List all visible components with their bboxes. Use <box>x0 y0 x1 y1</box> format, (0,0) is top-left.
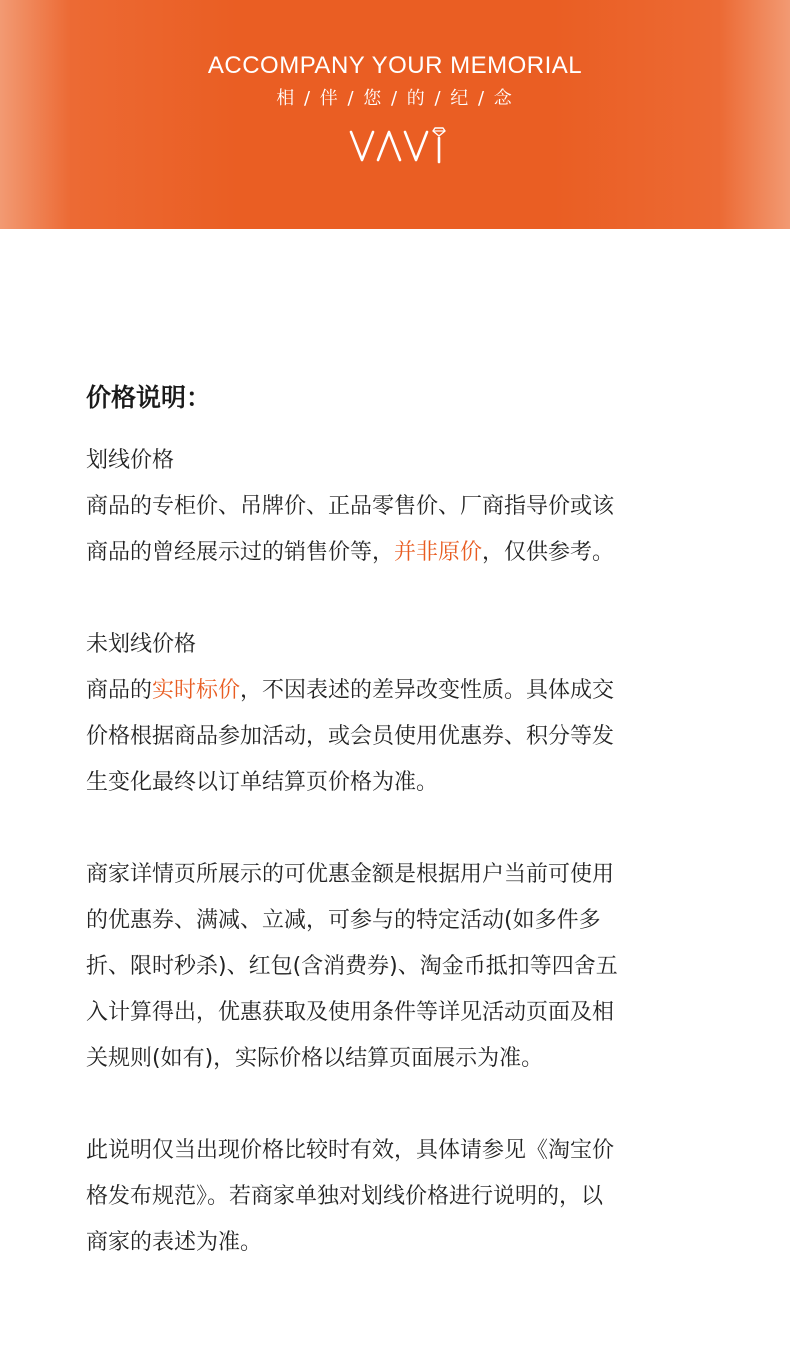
strike-price-line-1: 商品的专柜价、吊牌价、正品零售价、厂商指导价或该 <box>86 494 615 519</box>
spacer <box>86 1082 716 1128</box>
section-title: 价格说明： <box>86 383 212 412</box>
strike-price-line-2 <box>86 530 716 576</box>
highlight-real-time-price: 实时标价 <box>152 678 241 703</box>
text-span: ，不因表述的差异改变性质。具体成交 <box>240 678 615 703</box>
no-strike-price-label: 未划线价格 <box>86 632 197 657</box>
note-line-2: 格发布规范》。若商家单独对划线价格进行说明的，以 <box>86 1184 604 1209</box>
brand-header <box>0 0 790 229</box>
text-span: 商品的曾经展示过的销售价等， <box>86 540 395 565</box>
spacer <box>86 806 716 852</box>
highlight-not-original-price: 并非原价 <box>394 540 483 565</box>
tagline-english: ACCOMPANY YOUR MEMORIAL <box>207 52 583 79</box>
vavi-logo-icon <box>348 120 458 168</box>
note-line-3: 商家的表述为准。 <box>86 1230 263 1255</box>
merchant-line-5: 关规则(如有)，实际价格以结算页面展示为准。 <box>86 1046 544 1071</box>
note-line-1: 此说明仅当出现价格比较时有效，具体请参见《淘宝价 <box>86 1138 615 1163</box>
merchant-line-2: 的优惠券、满减、立减，可参与的特定活动(如多件多 <box>86 908 601 933</box>
spacer <box>86 576 716 622</box>
text-span: ，仅供参考。 <box>482 540 615 565</box>
no-strike-line-2: 价格根据商品参加活动，或会员使用优惠券、积分等发 <box>86 724 615 749</box>
merchant-line-3: 折、限时秒杀)、红包(含消费券)、淘金币抵扣等四舍五 <box>86 954 618 979</box>
text-span: 商品的 <box>86 678 153 703</box>
no-strike-line-3: 生变化最终以订单结算页价格为准。 <box>86 770 439 795</box>
strike-price-label: 划线价格 <box>86 448 175 473</box>
no-strike-line-1 <box>86 668 716 714</box>
tagline-chinese: 相 / 伴 / 您 / 的 / 纪 / 念 <box>276 88 514 109</box>
merchant-line-1: 商家详情页所展示的可优惠金额是根据用户当前可使用 <box>86 862 615 887</box>
price-explanation <box>86 378 716 1266</box>
merchant-line-4: 入计算得出，优惠获取及使用条件等详见活动页面及相 <box>86 1000 615 1025</box>
